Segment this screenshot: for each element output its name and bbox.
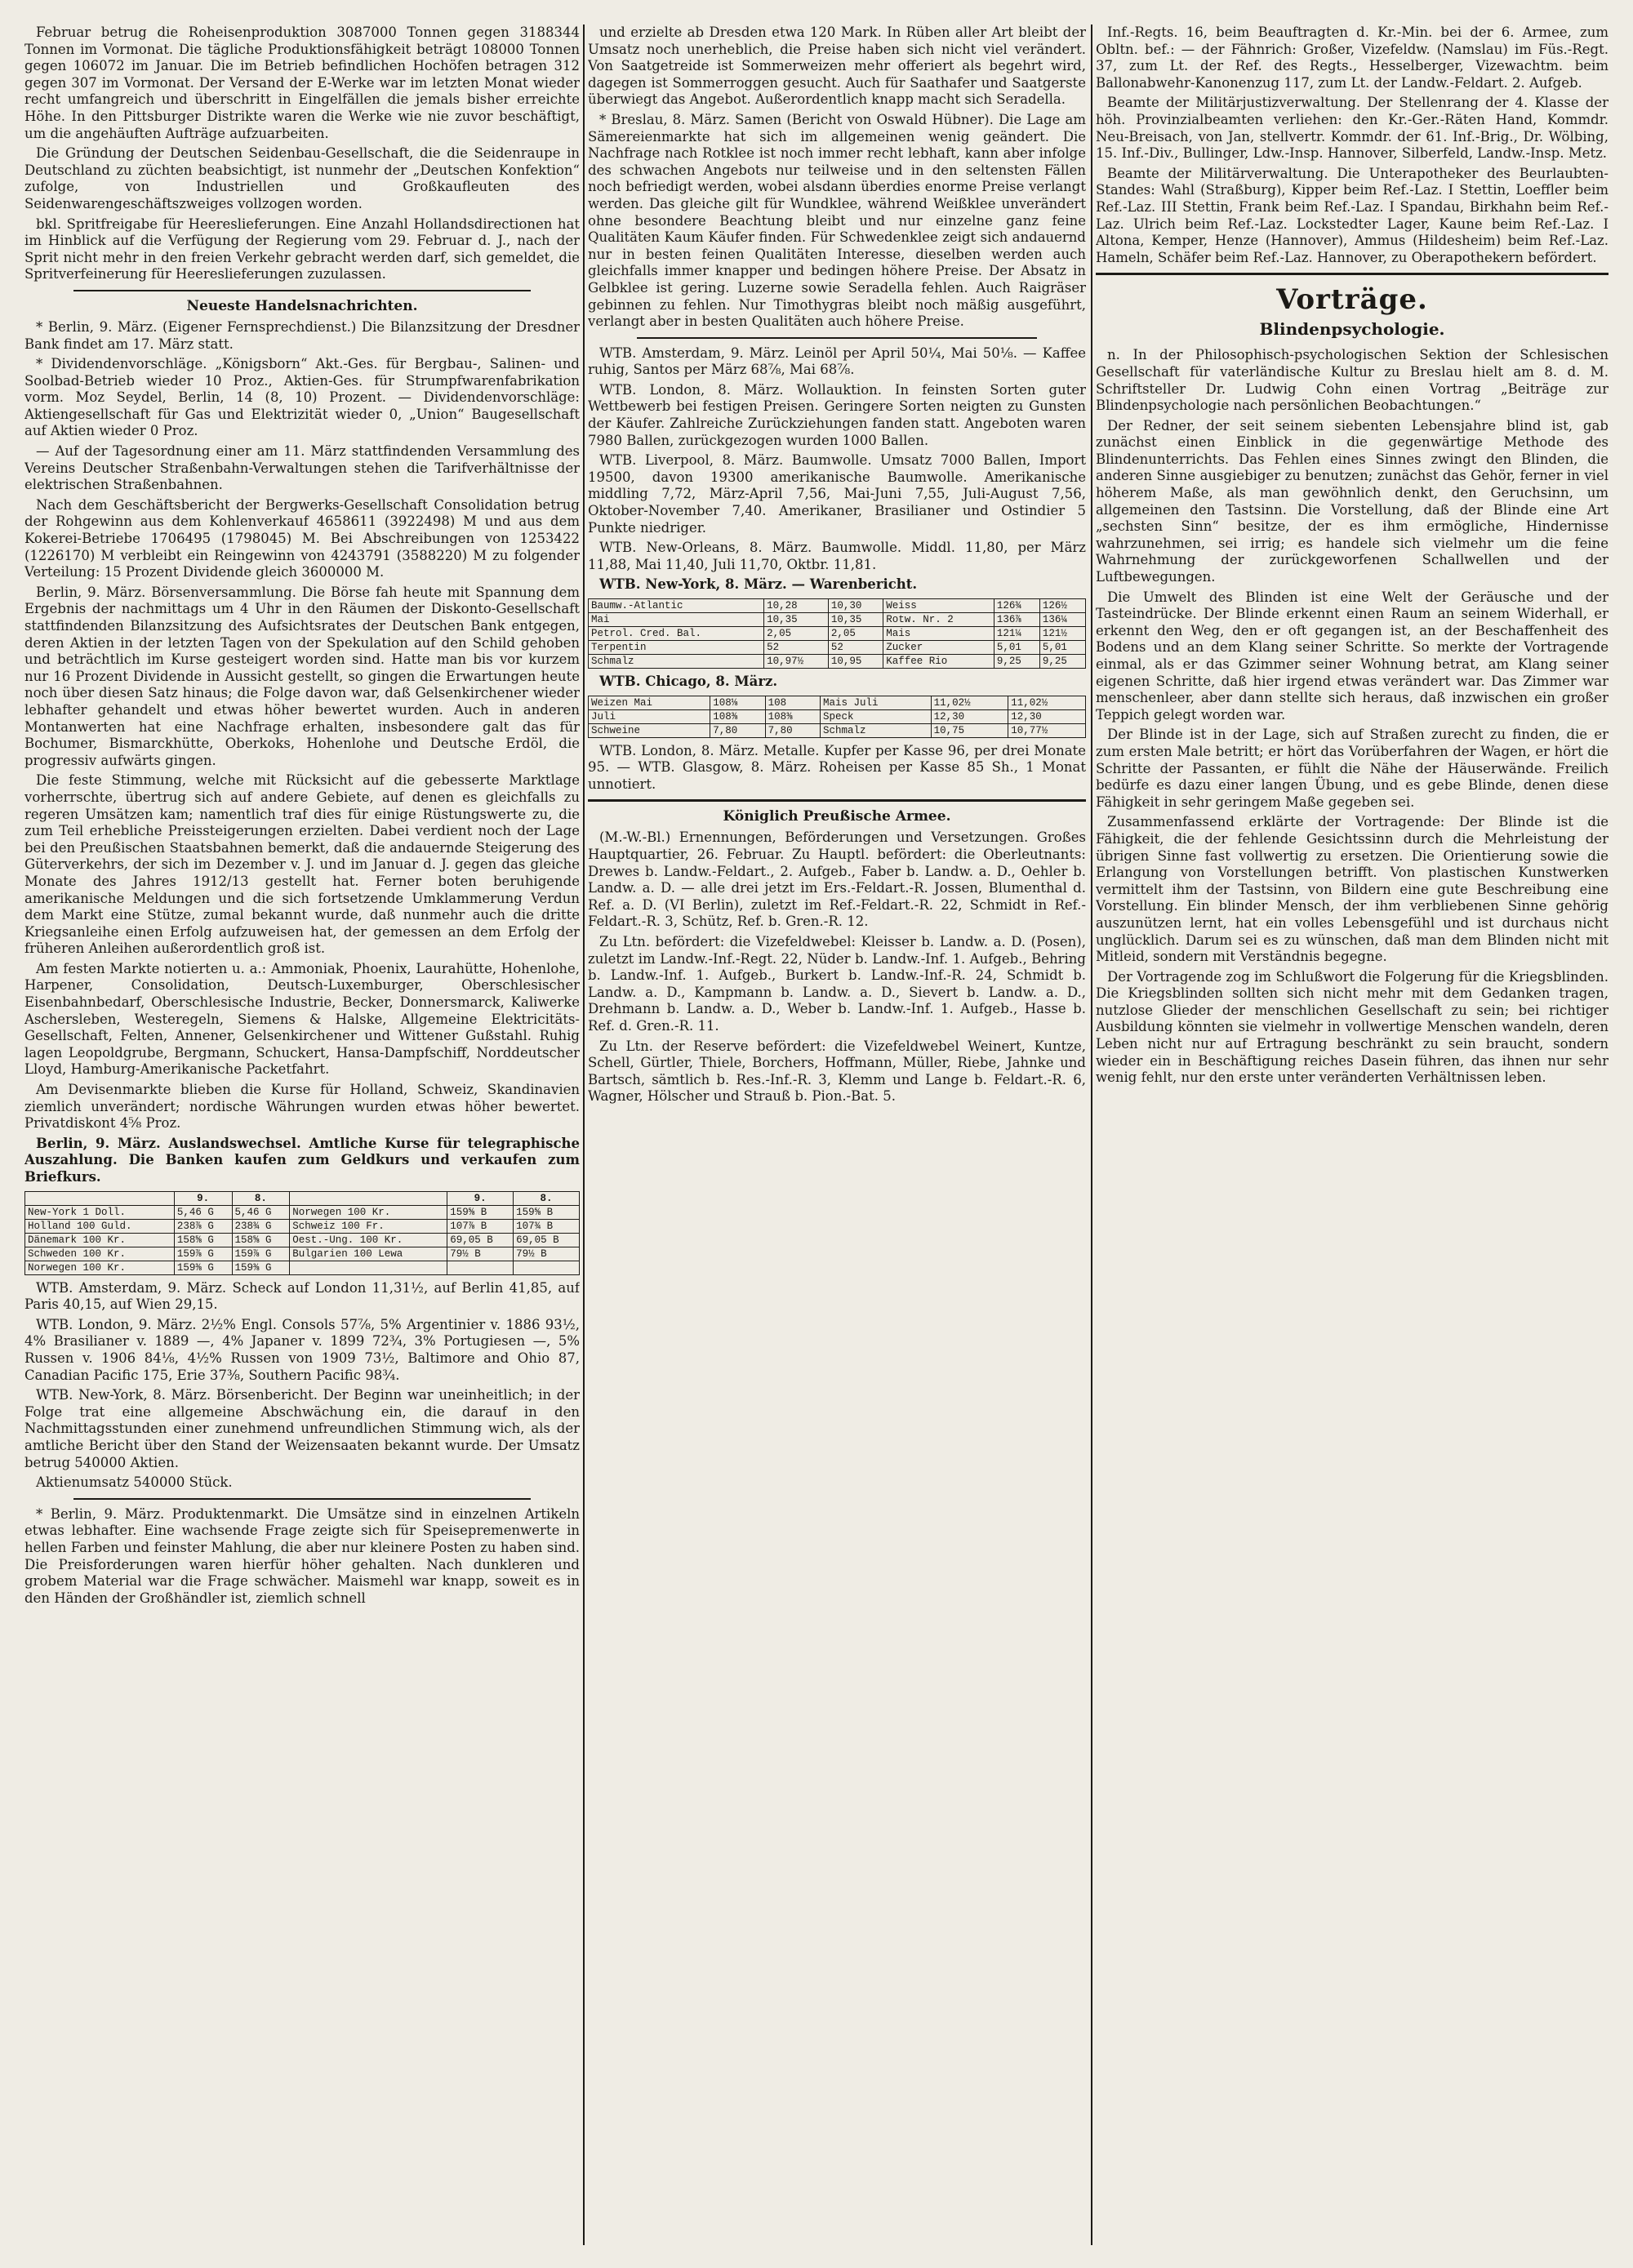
table-row <box>25 1261 580 1274</box>
table-cell: 52 <box>828 641 883 655</box>
table-cell: 69,05 B <box>447 1233 514 1247</box>
table-cell: Rotw. Nr. 2 <box>883 613 994 627</box>
table-cell: 159⅜ G <box>232 1261 290 1274</box>
paragraph: Beamte der Militärjustizverwaltung. Der Stellenrang der 4. Klasse der höh. Provinzialbeamten verliehen: den Kr.-Ger.-Räten Hand, Kommdr. Neu-Breisach, von Jan, stellvertr. Kommdr. der 61. Inf.-Brig., Dr. Wölbing, 15. Inf.-Div., Bullinger, Ldw.-Insp. Hannover, Silberfeld, Landw.-Insp. Metz. <box>1096 95 1609 162</box>
table-row <box>25 1205 580 1219</box>
paragraph: — Auf der Tagesordnung einer am 11. März stattfindenden Versammlung des Vereins Deutscher Straßenbahn-Verwaltungen stehen die Tarifverhältnisse der elektrischen Straßenbahnen. <box>24 443 580 493</box>
table-cell: 69,05 B <box>514 1233 580 1247</box>
section-title: Vorträge. <box>1276 283 1428 317</box>
paragraph: (M.-W.-Bl.) Ernennungen, Beförderungen und Versetzungen. Großes Hauptquartier, 26. Februar. Zu Hauptl. befördert: die Oberleutnants: Drewes b. Landw.-Feldart., 2. Aufgeb., Faber b. Landw. a. D., Oehler b. Landw. a. D. — alle drei jetzt im Ers.-Feldart.-R. Jossen, Blumenthal d. Ref. a. D. (VI Berlin), zuletzt im Ref.-Feldart.-R. 22, Schmidt in Ref.-Feldart.-R. 3, Schütz, Ref. b. Gren.-R. 12. <box>588 829 1086 930</box>
paragraph: * Berlin, 9. März. Produktenmarkt. Die Umsätze sind in einzelnen Artikeln etwas lebhafter. Eine wachsende Frage zeigte sich für Speisepremenwerte in hellen Farben und feinster Mahlung, die aber nur kleinere Posten zu haben sind. Die Preisforderungen waren hierfür höher gehalten. Nach dunkleren und grobem Material war die Frage schwächer. Maismehl war knapp, soweit es in den Händen der Großhändler ist, ziemlich schnell <box>24 1505 580 1606</box>
table-cell: Speck <box>820 709 931 723</box>
paragraph: n. In der Philosophisch-psychologischen Sektion der Schlesischen Gesellschaft für vaterländische Kultur zu Breslau hielt am 8. d. M. Schriftsteller Dr. Ludwig Cohn einen Vortrag „Beiträge zur Blindenpsychologie nach persönlichen Beobachtungen.“ <box>1096 347 1609 414</box>
table-cell: 121½ <box>1039 627 1085 641</box>
paragraph: Der Blinde ist in der Lage, sich auf Straßen zurecht zu finden, die er zum ersten Male betritt; er hört das Vorüberfahren der Wagen, er hört die Schritte der Passanten, er fühlt die Nähe der Häuserwände. Freilich bedürfe es dazu einer langen Übung, und es gebe Blinde, denen diese Fähigkeit in sehr geringem Maße gegeben sei. <box>1096 727 1609 810</box>
table-row <box>589 696 1086 709</box>
table-cell: 5,46 G <box>174 1205 232 1219</box>
table-cell: Norwegen 100 Kr. <box>25 1261 175 1274</box>
table-cell: 159⅞ G <box>174 1247 232 1261</box>
table-cell: 10,77½ <box>1008 723 1086 737</box>
table-cell: 10,30 <box>828 599 883 613</box>
table-cell: 10,28 <box>764 599 829 613</box>
column-3 <box>1096 24 1609 2245</box>
table-header-cell: 9. <box>174 1191 232 1205</box>
paragraph: Die feste Stimmung, welche mit Rücksicht auf die gebesserte Marktlage vorherrschte, übertrug sich auf andere Gebiete, auf denen es gleichfalls zu regeren Umsätzen kam; namentlich traf dies für einige Rüstungswerte zu, die zum Teil erhebliche Preissteigerungen erzielten. Dabei verdient noch der Lage bei den Preußischen Staatsbahnen bemerkt, daß die andauernde Steigerung des Güterverkehrs, der sich im Dezember v. J. und im Januar d. J. gegen das gleiche Monate des Jahres 1912/13 gestellt hat. Ferner boten beruhigende amerikanische Meldungen und die sich fortsetzende Umklammerung Verdun dem Markt eine Stütze, zumal bekannt wurde, daß nunmehr auch die dritte Kriegsanleihe einen Erfolg aufzuweisen hat, der gemessen an dem Erfolg der früheren Anleihen außerordentlich groß ist. <box>24 772 580 957</box>
paragraph: Die Gründung der Deutschen Seidenbau-Gesellschaft, die die Seidenraupe in Deutschland zu züchten beabsichtigt, ist nunmehr der „Deutschen Konfektion“ zufolge, von Industriellen und Großkaufleuten des Seidenwarengeschäftszweiges vollzogen worden. <box>24 145 580 211</box>
table-cell: 10,97½ <box>764 655 829 669</box>
table-header-cell: 8. <box>514 1191 580 1205</box>
table-cell: 9,25 <box>1039 655 1085 669</box>
heading-news: Neueste Handelsnachrichten. <box>186 297 418 314</box>
table-cell: 11,02½ <box>931 696 1008 709</box>
table-cell: 159⅝ B <box>514 1205 580 1219</box>
column-1-bottom <box>24 1506 580 1608</box>
paragraph: WTB. Amsterdam, 9. März. Leinöl per April 50¼, Mai 50⅛. — Kaffee ruhig, Santos per März 68⅞, Mai 68⅞. <box>588 345 1086 378</box>
column-3-top-articles <box>1096 24 1609 266</box>
divider <box>637 337 1037 339</box>
table-cell: 12,30 <box>931 709 1008 723</box>
paragraph: Beamte der Militärverwaltung. Die Unterapotheker des Beurlaubten-Standes: Wahl (Straßburg), Kipper beim Ref.-Laz. I Stettin, Loeffler beim Ref.-Laz. III Stettin, Frank beim Ref.-Laz. I Spandau, Birkhahn beim Ref.-Laz. Ulrich beim Ref.-Laz. Lockstedter Lager, Kaune beim Ref.-Laz. I Altona, Kemper, Henze (Hannover), Ammus (Hildesheim) beim Ref.-Laz. Hameln, Schäfer beim Ref.-Laz. Hannover, zu Oberapothekern befördert. <box>1096 165 1609 265</box>
paragraph: Berlin, 9. März. Börsenversammlung. Die Börse fah heute mit Spannung dem Ergebnis der nachmittags um 4 Uhr in den Räumen der Diskonto-Gesellschaft stattfindenden Bilanzsitzung des Aufsichtsrates der Deutschen Bank entgegen, deren Aktien in der letzten Tagen von der Spekulation auf den Schild gehoben und beträchtlich im Kurse gesteigert worden sind. Hatte man bis vor kurzem nur 16 Prozent Dividende in Aussicht gestellt, so gingen die Erwartungen heute noch über diesen Satz hinaus; die Folge davon war, daß Gelsenkirchener wieder lebhafter gehandelt und etwas höher bewertet wurden. Auch in anderen Montanwerten hat eine Nachfrage erhalten, insbesondere galt das für Bochumer, Bismarckhütte, Oberkoks, Hohenlohe und Deutsche Erdöl, die progressiv aufwärts gingen. <box>24 584 580 768</box>
table-cell: 5,46 G <box>232 1205 290 1219</box>
divider <box>73 1498 531 1500</box>
divider <box>1096 273 1609 275</box>
table-cell: Holland 100 Guld. <box>25 1219 175 1233</box>
market-reports <box>588 345 1086 574</box>
paragraph: WTB. New-Orleans, 8. März. Baumwolle. Middl. 11,80, per März 11,88, Mai 11,40, Juli 11,70, Oktbr. 11,81. <box>588 540 1086 572</box>
after-fx-articles <box>24 1280 580 1472</box>
paragraph: Der Vortragende zog im Schlußwort die Folgerung für die Kriegsblinden. Die Kriegsblinden sollten sich nicht mehr mit dem Gedanken tragen, nutzlose Glieder der menschlichen Gesellschaft zu sein; bei richtiger Ausbildung könnten sie vielmehr in vollwertige Menschen wandeln, deren Leben nicht nur auf Ertragung beschränkt zu sein braucht, sondern wieder ein in Beschäftigung reiches Dasein führen, das ihnen nur sehr wenig fehlt, nur den erste unter veränderten Verhältnissen leben. <box>1096 968 1609 1086</box>
table-row <box>589 655 1086 669</box>
paragraph: Zu Ltn. befördert: die Vizefeldwebel: Kleisser b. Landw. a. D. (Posen), zuletzt im Landw.-Inf.-Regt. 22, Nüder b. Landw.-Inf. 1. Aufgeb., Behring b. Landw.-Inf. 1. Aufgeb., Burkert b. Landw.-Inf.-R. 24, Schmidt b. Landw. a. D., Kampmann b. Landw. a. D., Sievert b. Landw. a. D., Drehmann b. Landw. a. D., Weber b. Landw.-Inf. 1. Aufgeb., Hasse b. Ref. d. Gren.-R. 11. <box>588 933 1086 1034</box>
table-cell: 108⅜ <box>765 709 820 723</box>
ny-table <box>588 598 1086 669</box>
divider <box>588 799 1086 802</box>
table-header-cell <box>25 1191 175 1205</box>
paragraph: Die Umwelt des Blinden ist eine Welt der Geräusche und der Tasteindrücke. Der Blinde erkennt einen Raum an seinem Widerhall, er erkennt den Weg, den er oft gegangen ist, an der Beschaffenheit des Bodens und an dem Klang seiner Schritte. So merkte der Vortragende einmal, als er das Gzimmer seiner Wohnung betrat, am Klang seiner eigenen Schritte, daß hier irgend etwas verändert war. Das Zimmer war menschenleer, aber dann stellte sich heraus, daß inzwischen ein großer Teppich gelegt worden war. <box>1096 589 1609 723</box>
fx-title: Berlin, 9. März. Auslandswechsel. Amtliche Kurse für telegraphische Auszahlung. Die Banken kaufen zum Geldkurs und verkaufen zum Briefkurs. <box>24 1135 580 1185</box>
paragraph: WTB. London, 8. März. Wollauktion. In feinsten Sorten guter Wettbewerb bei festigen Preisen. Geringere Sorten neigten zu Gunsten der Käufer. Zahlreiche Zurückziehungen fanden statt. Angeboten waren 7980 Ballen, zurückgezogen wurden 1000 Ballen. <box>588 381 1086 448</box>
paragraph: bkl. Spritfreigabe für Heereslieferungen. Eine Anzahl Hollandsdirectionen hat im Hinblick auf die Verfügung der Regierung vom 29. Februar d. J., nach der Sprit nicht mehr in den freien Verkehr gebracht werden darf, sich gemeldet, die Spritverfeinerung für Heereslieferungen zuzulassen. <box>24 216 580 282</box>
ny-title: WTB. New-York, 8. März. — Warenbericht. <box>599 576 918 593</box>
paragraph: * Dividendenvorschläge. „Königsborn“ Akt.-Ges. für Bergbau-, Salinen- und Soolbad-Betrieb wieder 10 Proz., Aktien-Ges. für Strumpfwarenfabrikation vorm. Moz Seydel, Berlin, 14 (8, 10) Prozent. — Dividendenvorschläge: Aktiengesellschaft für Gas und Elektrizität wieder 0, „Union“ Baugesellschaft auf Aktien wieder 0 Proz. <box>24 356 580 439</box>
table-cell: 2,05 <box>828 627 883 641</box>
table-header-cell <box>290 1191 447 1205</box>
column-1-top-articles <box>24 24 580 283</box>
table-cell <box>447 1261 514 1274</box>
table-cell: 126¾ <box>994 599 1039 613</box>
table-cell: 238⅞ G <box>174 1219 232 1233</box>
table-cell: Mais <box>883 627 994 641</box>
paragraph: WTB. London, 9. März. 2½% Engl. Consols 57⅞, 5% Argentinier v. 1886 93½, 4% Brasilianer v. 1889 —, 4% Japaner v. 1899 72¾, 3% Portugiesen —, 5% Russen v. 1906 84⅛, 4½% Russen von 1909 73½, Baltimore and Ohio 87, Canadian Pacific 175, Erie 37⅜, Southern Pacific 98¾. <box>24 1316 580 1383</box>
chicago-title: WTB. Chicago, 8. März. <box>599 674 778 689</box>
table-cell: 159⅞ G <box>232 1247 290 1261</box>
table-cell: 159⅝ B <box>447 1205 514 1219</box>
table-cell <box>290 1261 447 1274</box>
paragraph: und erzielte ab Dresden etwa 120 Mark. In Rüben aller Art bleibt der Umsatz noch unerheblich, die Preise haben sich nicht viel verändert. Von Saatgetreide ist Sommerweizen mehr offeriert als begehrt wird, dagegen ist Sommerroggen gesucht. Auch für Saathafer und Saatgerste überwiegt das Angebot. Außerordentlich knapp macht sich Seradella. <box>588 24 1086 108</box>
table-cell: Dänemark 100 Kr. <box>25 1233 175 1247</box>
table-row <box>589 709 1086 723</box>
table-cell: 12,30 <box>1008 709 1086 723</box>
paragraph: Am Devisenmarkte blieben die Kurse für Holland, Schweiz, Skandinavien ziemlich unverändert; nordische Währungen wurden etwas höher bewertet. Privatdiskont 4⅝ Proz. <box>24 1082 580 1132</box>
ny-note: Aktienumsatz 540000 Stück. <box>36 1474 233 1491</box>
table-cell: New-York 1 Doll. <box>25 1205 175 1219</box>
table-cell: Schweiz 100 Fr. <box>290 1219 447 1233</box>
paragraph: Der Redner, der seit seinem siebenten Lebensjahre blind ist, gab zunächst einen Einblick in die gegenwärtige Methode des Blindenunterrichts. Das Fehlen eines Sinnes zwingt den Blinden, die anderen Sinne ausgiebiger zu benutzen; zunächst das Gehör, ferner in viel höherem Maße, als man gewöhnlich denkt, den Geruchsinn, um allgemeinen den Tastsinn. Die Vorstellung, daß der Blinde eine Art „sechsten Sinn“ besitze, der es ihm ermögliche, Hindernisse wahrzunehmen, sei irrig; es handele sich vielmehr um die feine Wahrnehmung der zurückgeworfenen Schallwellen und der Luftbewegungen. <box>1096 417 1609 585</box>
article-subtitle: Blindenpsychologie. <box>1259 319 1445 340</box>
table-cell: 5,01 <box>1039 641 1085 655</box>
paragraph: * Berlin, 9. März. (Eigener Fernsprechdienst.) Die Bilanzsitzung der Dresdner Bank findet am 17. März statt. <box>24 318 580 352</box>
table-cell: Weizen Mai <box>589 696 710 709</box>
table-cell: 11,02½ <box>1008 696 1086 709</box>
table-cell: 108⅜ <box>710 709 765 723</box>
table-cell: 5,01 <box>994 641 1039 655</box>
table-cell: 9,25 <box>994 655 1039 669</box>
fx-table <box>24 1191 580 1275</box>
table-cell: Norwegen 100 Kr. <box>290 1205 447 1219</box>
table-cell: Petrol. Cred. Bal. <box>589 627 764 641</box>
table-cell: Bulgarien 100 Lewa <box>290 1247 447 1261</box>
paragraph: Am festen Markte notierten u. a.: Ammoniak, Phoenix, Laurahütte, Hohenlohe, Harpener, Consolidation, Deutsch-Luxemburger, Oberschlesischer Eisenbahnbedarf, Oberschlesische Industrie, Becker, Donnersmarck, Kaliwerke Aschersleben, Westeregeln, Siemens & Halske, Allgemeine Elektricitäts-Gesellschaft, Felten, Annener, Gelsenkirchener und Wittener Gußstahl. Ruhig lagen Leopoldgrube, Bergmann, Schuckert, Hansa-Dampfschiff, Norddeutscher Lloyd, Hamburg-Amerikanische Packetfahrt. <box>24 960 580 1078</box>
table-cell: 136⅞ <box>994 613 1039 627</box>
army-heading: Königlich Preußische Armee. <box>723 808 951 825</box>
paragraph: Zu Ltn. der Reserve befördert: die Vizefeldwebel Weinert, Kuntze, Schell, Gürtler, Thiele, Borchers, Hoffmann, Müller, Riebe, Jahnke und Bartsch, sämtlich b. Res.-Inf.-R. 3, Klemm und Lange b. Feldart.-R. 6, Wagner, Hölscher und Strauß b. Pion.-Bat. 5. <box>588 1038 1086 1105</box>
table-cell: 126½ <box>1039 599 1085 613</box>
table-cell: Kaffee Rio <box>883 655 994 669</box>
table-cell: 158⅝ G <box>174 1233 232 1247</box>
table-cell: Schweine <box>589 723 710 737</box>
table-header-cell: 9. <box>447 1191 514 1205</box>
paragraph: WTB. Amsterdam, 9. März. Scheck auf London 11,31½, auf Berlin 41,85, auf Paris 40,15, auf Wien 29,15. <box>24 1279 580 1313</box>
table-cell: 10,35 <box>828 613 883 627</box>
table-cell: 7,80 <box>710 723 765 737</box>
table-cell: 10,75 <box>931 723 1008 737</box>
paragraph: WTB. New-York, 8. März. Börsenbericht. Der Beginn war uneinheitlich; in der Folge trat eine allgemeine Abschwächung ein, die darauf in den Nachmittagsstunden einer zunehmend unfreundlichen Stimmung wich, als der amtliche Bericht über den Stand der Weizensaaten bekannt wurde. Der Umsatz betrug 540000 Aktien. <box>24 1387 580 1470</box>
table-row <box>589 613 1086 627</box>
column-1 <box>24 24 580 2245</box>
table-cell: Oest.-Ung. 100 Kr. <box>290 1233 447 1247</box>
table-cell: Juli <box>589 709 710 723</box>
table-cell: Baumw.-Atlantic <box>589 599 764 613</box>
column-2-top-articles <box>588 24 1086 331</box>
table-row <box>25 1233 580 1247</box>
table-row <box>589 641 1086 655</box>
table-cell: 107⅞ B <box>447 1219 514 1233</box>
column-2 <box>588 24 1086 2245</box>
metals-report: WTB. London, 8. März. Metalle. Kupfer per Kasse 96, per drei Monate 95. — WTB. Glasgow, 8. März. Roheisen per Kasse 85 Sh., 1 Monat unnotiert. <box>588 742 1086 792</box>
divider <box>73 290 531 291</box>
table-cell: 10,95 <box>828 655 883 669</box>
paragraph: * Breslau, 8. März. Samen (Bericht von Oswald Hübner). Die Lage am Sämereienmarkte hat sich im allgemeinen wenig geändert. Die Nachfrage nach Rotklee ist noch immer recht lebhaft, kann aber infolge des schwachen Angebots nur teilweise und in den seltensten Fällen noch befriedigt werden, wobei alsdann überdies enorme Preise verlangt werden. Das gleiche gilt für Wundklee, während Weißklee unverändert ohne besondere Beachtung bleibt und nur einzelne ganz feine Qualitäten Kaum Käufer finden. Für Schwedenklee zeigt sich andauernd nur in besten feinen Qualitäten Interesse, dieselben werden auch gleichfalls immer knapper und bedingen höhere Preise. Der Absatz in Gelbklee ist gering. Luzerne sowie Seradella fehlen. Auch Raigräser gebinnen zu fehlen. Nur Timothygras bleibt noch mäßig ausgeführt, verlangt aber in besten Qualitäten auch höhere Preise. <box>588 111 1086 330</box>
table-cell: Zucker <box>883 641 994 655</box>
table-header-cell: 8. <box>232 1191 290 1205</box>
table-cell: 238¾ G <box>232 1219 290 1233</box>
table-cell: Schmalz <box>820 723 931 737</box>
column-rule <box>1091 24 1092 2245</box>
paragraph: Inf.-Regts. 16, beim Beauftragten d. Kr.-Min. bei der 6. Armee, zum Obltn. bef.: — der Fähnrich: Großer, Vizefeldw. (Namslau) im Füs.-Regt. 37, zum Lt. der Ref. des Regts., Hesselberger, Vizewachtm. beim Ballonabwehr-Kanonenzug 117, zum Lt. der Landw.-Feldart. 2. Aufgeb. <box>1096 24 1609 91</box>
table-cell: 108⅛ <box>710 696 765 709</box>
table-cell: Mai <box>589 613 764 627</box>
table-cell: 2,05 <box>764 627 829 641</box>
table-cell: 79½ B <box>447 1247 514 1261</box>
chicago-table <box>588 696 1086 738</box>
paragraph: WTB. Liverpool, 8. März. Baumwolle. Umsatz 7000 Ballen, Import 19500, davon 19300 amerikanische Baumwolle. Amerikanische middling 7,72, März-April 7,56, Mai-Juni 7,55, Juli-August 7,56, Oktober-November 7,40. Amerikaner, Brasilianer und Ostindier 5 Punkte niedriger. <box>588 452 1086 536</box>
paragraph: Februar betrug die Roheisenproduktion 3087000 Tonnen gegen 3188344 Tonnen im Vormonat. Die tägliche Produktionsfähigkeit beträgt 108000 Tonnen gegen 106072 im Januar. Die im Betrieb befindlichen Hochöfen betragen 312 gegen 307 im Vormonat. Der Versand der E-Werke war im letzten Monat wieder recht umfangreich und überschritt in Eingelfällen die jemals bisher erreichte Höhe. In den Pittsburger Distrikte waren die Werke wie nie zuvor beschäftigt, um die angehäuften Aufträge aufzuarbeiten. <box>24 24 580 141</box>
paragraph: Zusammenfassend erklärte der Vortragende: Der Blinde ist die Fähigkeit, die der fehlende Gesichtssinn durch die Mehrleistung der übrigen Sinne fast vollwertig zu ersetzen. Die Orientierung sowie die Erlangung von Vorstellungen betrifft. Von plastischen Kunstwerken vermittelt ihm der Tastsinn, von Bildern eine gute Beschreibung eine Vorstellung. Ein blinder Mensch, der ihm verbliebenen Sinne gehörig auszunützen lernt, hat ein volles Lebensgefühl und ist durchaus nicht unglücklich. Darum sei es zu wünschen, daß man dem Blinden nicht mit Mitleid, sondern mit Verständnis begegne. <box>1096 814 1609 965</box>
table-cell: 108 <box>765 696 820 709</box>
table-row <box>25 1219 580 1233</box>
table-cell: Terpentin <box>589 641 764 655</box>
table-row <box>589 627 1086 641</box>
table-cell: 7,80 <box>765 723 820 737</box>
table-row <box>589 599 1086 613</box>
table-cell: 10,35 <box>764 613 829 627</box>
table-row <box>25 1247 580 1261</box>
table-cell: 136¼ <box>1039 613 1085 627</box>
table-cell: Schmalz <box>589 655 764 669</box>
lecture-article-body <box>1096 347 1609 1087</box>
news-articles <box>24 319 580 1132</box>
table-cell: 107¾ B <box>514 1219 580 1233</box>
table-cell: Mais Juli <box>820 696 931 709</box>
table-cell: 52 <box>764 641 829 655</box>
table-cell: Schweden 100 Kr. <box>25 1247 175 1261</box>
table-cell: Weiss <box>883 599 994 613</box>
table-cell: 159⅜ G <box>174 1261 232 1274</box>
table-row <box>589 723 1086 737</box>
paragraph: Nach dem Geschäftsbericht der Bergwerks-Gesellschaft Consolidation betrug der Rohgewinn aus dem Kohlenverkauf 4658611 (3922498) M und aus dem Kokerei-Betriebe 1706495 (1798045) M. Bei Abschreibungen von 1253422 (1226170) M verbleibt ein Reingewinn von 4243791 (3588220) M zu folgender Verteilung: 15 Prozent Dividende gleich 3600000 M. <box>24 496 580 580</box>
army-notices <box>588 829 1086 1105</box>
column-rule <box>583 24 585 2245</box>
table-cell: 121¼ <box>994 627 1039 641</box>
table-cell <box>514 1261 580 1274</box>
table-cell: 158⅝ G <box>232 1233 290 1247</box>
newspaper-page <box>24 24 1609 2245</box>
table-cell: 79½ B <box>514 1247 580 1261</box>
table-header-row <box>25 1191 580 1205</box>
